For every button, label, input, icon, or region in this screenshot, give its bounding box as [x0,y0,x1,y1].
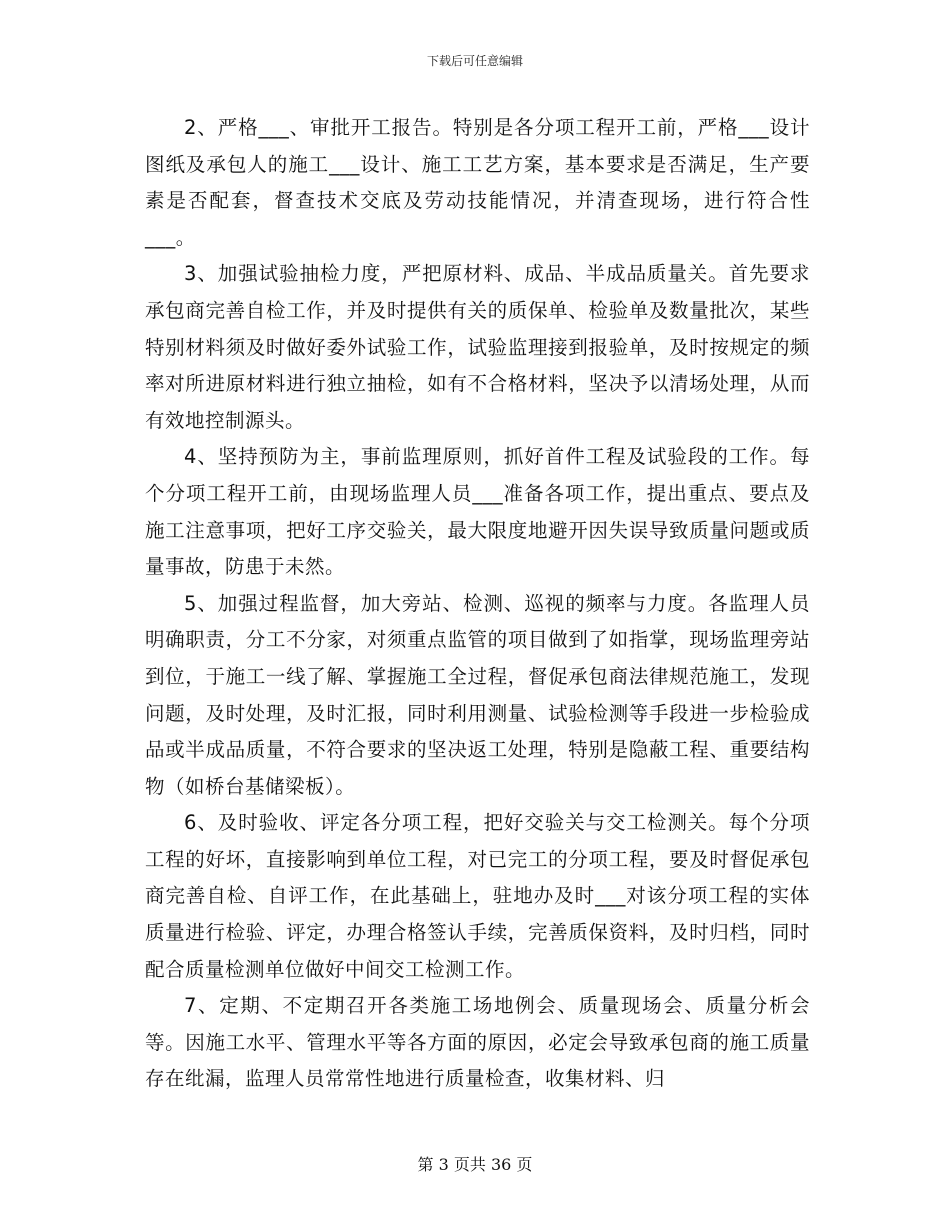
paragraph-2: 2、严格___、审批开工报告。特别是各分项工程开工前，严格___设计图纸及承包人的施工___设计、施工工艺方案，基本要求是否满足，生产要素是否配套，督查技术交底及劳动技能情况，并清查现场，进行符合性___。 [145,116,810,249]
paragraph-7: 7、定期、不定期召开各类施工场地例会、质量现场会、质量分析会等。因施工水平、管理水平等各方面的原因，必定会导致承包商的施工质量存在纰漏，监理人员常常性地进行质量检查，收集材料、归 [145,994,810,1091]
paragraph-6: 6、及时验收、评定各分项工程，把好交验关与交工检测关。每个分项工程的好坏，直接影响到单位工程，对已完工的分项工程，要及时督促承包商完善自检、自评工作，在此基础上，驻地办及时___对该分项工程的实体质量进行检验、评定，办理合格签认手续，完善质保资料，及时归档，同时配合质量检测单位做好中间交工检测工作。 [145,811,810,981]
paragraph-4: 4、坚持预防为主，事前监理原则，抓好首件工程及试验段的工作。每个分项工程开工前，由现场监理人员___准备各项工作，提出重点、要点及施工注意事项，把好工序交验关，最大限度地避开因失误导致质量问题或质量事故，防患于未然。 [145,445,810,579]
paragraph-5: 5、加强过程监督，加大旁站、检测、巡视的频率与力度。各监理人员明确职责，分工不分家，对须重点监管的项目做到了如指掌，现场监理旁站到位，于施工一线了解、掌握施工全过程，督促承包商法律规范施工，发现问题，及时处理，及时汇报，同时利用测量、试验检测等手段进一步检验成品或半成品质量，不符合要求的坚决返工处理，特别是隐蔽工程、重要结构物（如桥台基储梁板）。 [145,591,810,798]
page-header: 下载后可任意编辑 [426,54,523,68]
document-body [145,110,810,1098]
paragraph-3: 3、加强试验抽检力度，严把原材料、成品、半成品质量关。首先要求承包商完善自检工作，并及时提供有关的质保单、检验单及数量批次，某些特别材料须及时做好委外试验工作，试验监理接到报验单，及时按规定的频率对所进原材料进行独立抽检，如有不合格材料，坚决予以清场处理，从而有效地控制源头。 [145,262,810,432]
page-footer: 第 3 页共 36 页 [417,1155,533,1174]
